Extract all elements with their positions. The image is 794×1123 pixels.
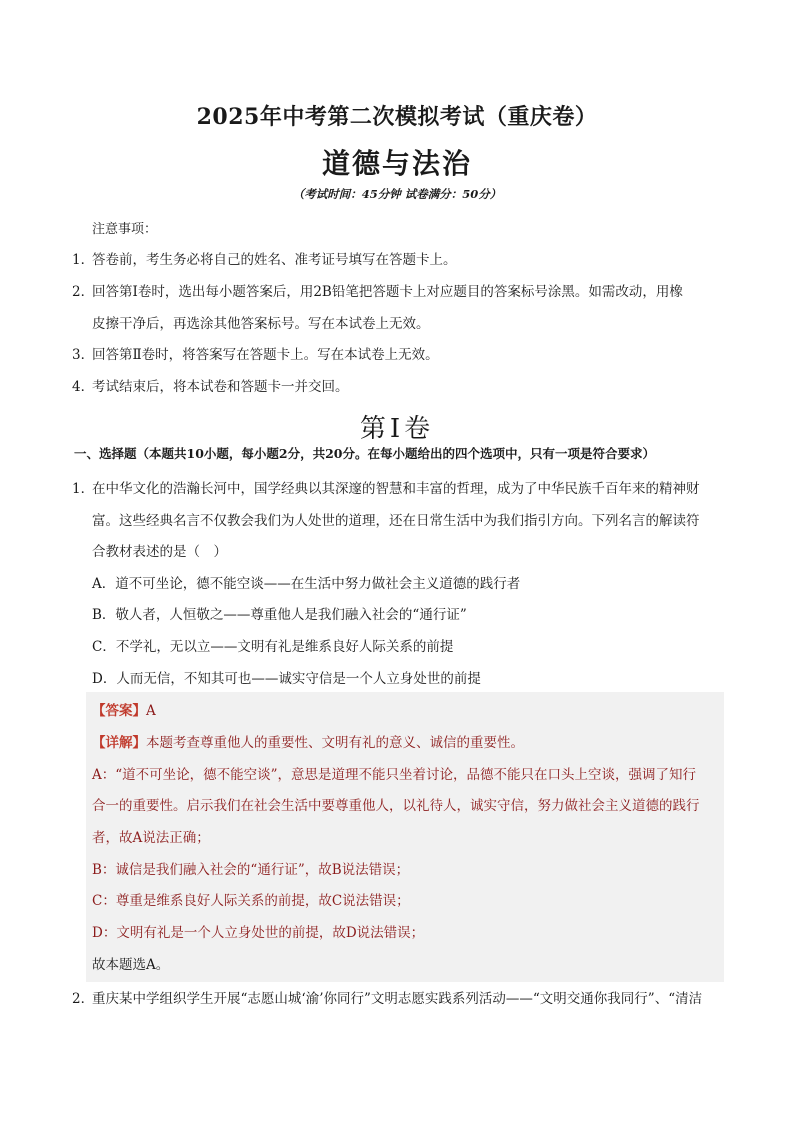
notice-number: 3．: [72, 347, 95, 363]
notice-line: 皮擦干净后，再选涂其他答案标号。写在本试卷上无效。: [92, 316, 430, 332]
option-a: A．道不可坐论，德不能空谈——在生活中努力做社会主义道德的践行者: [92, 576, 521, 592]
option-c: C．不学礼，无以立——文明有礼是维系良好人际关系的前提: [92, 639, 454, 655]
notice-title: 注意事项：: [92, 222, 158, 237]
analysis-text-line: B：诚信是我们融入社会的“通行证”，故B说法错误；: [92, 862, 410, 878]
option-b: B．敬人者，人恒敬之——尊重他人是我们融入社会的“通行证”: [92, 607, 467, 623]
notice-number: 4．: [72, 379, 95, 395]
analysis-intro: 本题考查尊重他人的重要性、文明有礼的意义、诚信的重要性。: [146, 735, 524, 751]
notice-number: 2．: [72, 284, 95, 300]
analysis-tag: 【详解】: [92, 735, 146, 751]
exam-info: （考试时间：45分钟 试卷满分：50分）: [292, 187, 502, 201]
question-stem-line: 合教材表述的是（ ）: [92, 544, 227, 560]
analysis-text-line: A：“道不可坐论，德不能空谈”，意思是道理不能只坐着讨论，品德不能只在口头上空谈，强调了知行: [92, 767, 697, 783]
analysis-text-line: C：尊重是维系良好人际关系的前提，故C说法错误；: [92, 893, 410, 909]
answer-value: A: [146, 703, 156, 719]
notice-line: 考试结束后，将本试卷和答题卡一并交回。: [92, 379, 349, 395]
analysis-text-line: 合一的重要性。启示我们在社会生活中要尊重他人，以礼待人，诚实守信，努力做社会主义道德的践行: [92, 798, 700, 814]
question-number: 1．: [72, 481, 95, 497]
answer-tag: 【答案】: [92, 703, 146, 719]
analysis-text-line: D：文明有礼是一个人立身处世的前提，故D说法错误；: [92, 925, 425, 941]
question-stem-line: 在中华文化的浩瀚长河中，国学经典以其深邃的智慧和丰富的哲理，成为了中华民族千百年来的精神财: [92, 481, 700, 497]
question-stem-line: 重庆某中学组织学生开展“志愿山城‘渝’你同行”文明志愿实践系列活动——“文明交通你我同行”、“清洁: [92, 991, 703, 1007]
notice-line: 回答第Ⅰ卷时，选出每小题答案后，用2B铅笔把答题卡上对应题目的答案标号涂黑。如需改动，用橡: [92, 284, 683, 300]
option-d: D．人而无信，不知其可也——诚实守信是一个人立身处世的前提: [92, 671, 481, 687]
analysis-text-line: 者，故A说法正确；: [92, 830, 210, 846]
notice-line: 答卷前，考生务必将自己的姓名、准考证号填写在答题卡上。: [92, 252, 457, 268]
answer-line: [92, 702, 156, 720]
conclusion-line: 故本题选A。: [92, 957, 170, 973]
section-title: 第Ⅰ卷: [359, 414, 435, 444]
question-number: 2．: [72, 991, 95, 1007]
notice-number: 1．: [72, 252, 95, 268]
notice-line: 回答第Ⅱ卷时，将答案写在答题卡上。写在本试卷上无效。: [92, 347, 439, 363]
section-description: 一、选择题（本题共10小题，每小题2分，共20分。在每小题给出的四个选项中，只有一项是符合要求）: [74, 446, 655, 461]
analysis-line: [92, 734, 524, 752]
exam-title: 2025年中考第二次模拟考试（重庆卷）: [196, 104, 598, 130]
question-stem-line: 富。这些经典名言不仅教会我们为人处世的道理，还在日常生活中为我们指引方向。下列名言的解读符: [92, 513, 700, 529]
subject-title: 道德与法治: [321, 147, 472, 180]
